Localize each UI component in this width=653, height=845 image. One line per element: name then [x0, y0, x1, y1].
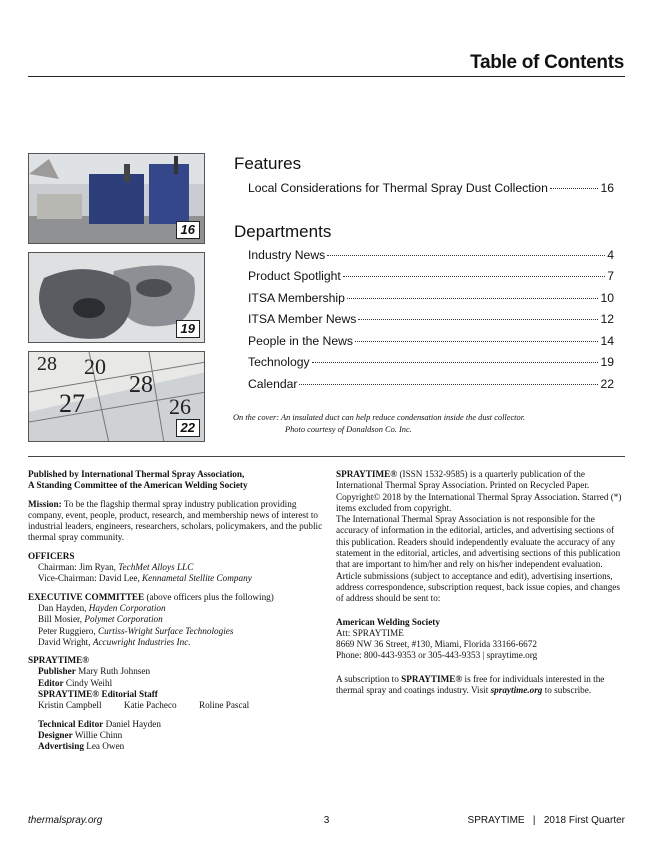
staff-member: Roline Pascal [198, 700, 250, 711]
toc-item-title: ITSA Member News [248, 312, 357, 326]
issn-label: SPRAYTIME® [336, 469, 398, 479]
mission-statement [28, 499, 328, 544]
toc-item-title: ITSA Membership [248, 291, 345, 305]
dot-leader [355, 341, 598, 342]
thumbnail-page-number: 22 [176, 419, 200, 437]
departments-heading: Departments [234, 222, 332, 241]
publisher-line: Published by International Thermal Spray Association, [28, 469, 245, 479]
sub-label: SPRAYTIME® [401, 673, 463, 684]
svg-text:28: 28 [129, 372, 153, 398]
toc-item-title: Industry News [248, 248, 326, 262]
org-name: American Welding Society [336, 616, 440, 627]
editorial-staff-list [28, 700, 328, 711]
svg-text:27: 27 [59, 389, 85, 418]
publication-info [336, 469, 626, 703]
thumbnail-calendar-pages[interactable] [28, 351, 205, 442]
exec-member-name: Bill Mosier, [38, 614, 85, 625]
street-address: 8669 NW 36 Street, #130, Miami, Florida 33166-6672 [336, 639, 537, 650]
issn-text: (ISSN 1532-9585) is a quarterly publication of the International Thermal Spray Association. Printed on Recycled Paper. Copyright© 2018 by the International Thermal Spray Association. Starred (*) items excluded from copyright. [336, 469, 622, 513]
toc-item-calendar[interactable] [248, 376, 614, 392]
dot-leader [299, 384, 598, 385]
subscription-note [336, 674, 626, 697]
advertising-credit [28, 741, 328, 752]
editor-credit [28, 678, 328, 689]
exec-member-name: Dan Hayden, [38, 602, 89, 613]
toc-item-features[interactable] [248, 180, 614, 196]
toc-item-page: 19 [600, 355, 614, 369]
exec-member-company: Accuwright Industries Inc. [92, 636, 191, 647]
toc-item-title: People in the News [248, 334, 354, 348]
disclaimer: The International Thermal Spray Association is not responsible for the accuracy of information in the editorial, articles, and advertising sections of this publication. Readers should independently evaluate the accuracy of any statement in the editorial, articles, and advertising sections of this publication that are important to him/her and rely on his/her independent evaluation. [336, 514, 621, 570]
exec-member [28, 637, 328, 648]
thumbnail-page-number: 19 [176, 320, 200, 338]
toc-item-title: Calendar [248, 377, 298, 391]
chairman-name: Chairman: Jim Ryan, [38, 562, 119, 573]
role-label: Technical Editor [38, 718, 104, 729]
staff-member: Kristin Campbell [38, 700, 102, 711]
publisher-info [28, 469, 328, 492]
role-label: Advertising [38, 741, 84, 752]
cover-caption [233, 412, 525, 435]
middle-rule [28, 456, 625, 457]
officers [28, 551, 328, 585]
editorial-staff-label [28, 689, 328, 700]
page-footer [28, 815, 625, 826]
svg-text:28: 28 [37, 353, 57, 375]
spraytime-link[interactable]: spraytime.org [490, 685, 543, 696]
toc-item-page: 12 [600, 312, 614, 326]
toc-item-page: 22 [600, 377, 614, 391]
exec-label: EXECUTIVE COMMITTEE [28, 591, 145, 602]
publisher-line: A Standing Committee of the American Welding Society [28, 480, 248, 491]
role-name: Lea Owen [83, 741, 125, 752]
mailing-address [336, 617, 626, 662]
exec-member [28, 626, 328, 637]
executive-committee [28, 592, 328, 648]
thumbnail-page-number: 16 [176, 221, 200, 239]
designer-credit [28, 730, 328, 741]
toc-item-itsa-member-news[interactable] [248, 311, 614, 327]
exec-member-name: Peter Ruggiero, [38, 625, 98, 636]
toc-item-title: Technology [248, 355, 310, 369]
exec-member-company: Hayden Corporation [88, 602, 166, 613]
toc-item-page: 7 [607, 269, 614, 283]
masthead [28, 469, 328, 760]
cover-caption-text: On the cover: An insulated duct can help reduce condensation inside the dust collector. [233, 413, 526, 422]
page-title: Table of Contents [470, 52, 624, 73]
toc-item-page: 16 [600, 181, 614, 195]
vice-chairman [28, 573, 328, 584]
staff-label: SPRAYTIME® Editorial Staff [38, 689, 158, 700]
issn-statement [336, 469, 626, 514]
toc-item-product-spotlight[interactable] [248, 268, 614, 284]
phone-line: Phone: 800-443-9353 or 305-443-9353 | spraytime.org [336, 650, 538, 661]
thumbnail-dust-collector[interactable] [28, 153, 205, 244]
exec-note: (above officers plus the following) [144, 591, 274, 602]
chairman [28, 562, 328, 573]
role-name: Daniel Hayden [103, 718, 161, 729]
dot-leader [312, 362, 599, 363]
toc-item-people-in-the-news[interactable] [248, 333, 614, 349]
role-name: Mary Ruth Johnsen [75, 666, 151, 677]
features-heading: Features [234, 154, 302, 173]
role-label: Designer [38, 729, 73, 740]
toc-item-industry-news[interactable] [248, 247, 614, 263]
svg-text:20: 20 [84, 354, 106, 379]
spraytime-staff [28, 655, 328, 752]
role-label: Editor [38, 677, 64, 688]
toc-item-page: 4 [607, 248, 614, 262]
top-rule [28, 76, 625, 77]
officers-label: OFFICERS [28, 550, 75, 561]
exec-member-name: David Wright, [38, 636, 93, 647]
photo-credit: Photo courtesy of Donaldson Co. Inc. [285, 424, 412, 434]
exec-member [28, 614, 328, 625]
toc-item-technology[interactable] [248, 354, 614, 370]
exec-member [28, 603, 328, 614]
mission-label: Mission: [28, 498, 62, 509]
footer-website[interactable]: thermalspray.org [28, 815, 103, 826]
toc-item-title: Local Considerations for Thermal Spray Dust Collection [248, 181, 548, 195]
toc-item-page: 10 [600, 291, 614, 305]
toc-item-itsa-membership[interactable] [248, 290, 614, 306]
tech-editor-credit [28, 719, 328, 730]
sub-text: is free for individuals interested in the thermal spray and coatings industry. Visit [336, 673, 605, 696]
sub-text: A subscription to [336, 673, 402, 684]
sub-text: to subscribe. [542, 685, 592, 696]
mission-text: To be the flagship thermal spray industry publication providing company, event, people, product, research, and membership news of interest to industrial leaders, engineers, researchers, scholars, policymakers, and the public thermal spray community. [28, 498, 323, 543]
role-label: Publisher [38, 666, 76, 677]
vice-chairman-company: Kennametal Stellite Company [142, 573, 252, 584]
publisher-credit [28, 666, 328, 677]
dot-leader [343, 276, 605, 277]
dot-leader [358, 319, 598, 320]
toc-item-title: Product Spotlight [248, 269, 341, 283]
submissions-note: Article submissions (subject to acceptance and edit), advertising insertions, address correspondence, subscription request, back issue copies, and changes of address should be sent to: [336, 570, 620, 604]
thumbnail-carbide-inserts[interactable] [28, 252, 205, 343]
role-name: Cindy Weihl [63, 677, 113, 688]
exec-member-company: Curtiss-Wright Surface Technologies [97, 625, 234, 636]
vice-chairman-name: Vice-Chairman: David Lee, [38, 573, 143, 584]
footer-issue: SPRAYTIME | 2018 First Quarter [467, 815, 625, 826]
dot-leader [327, 255, 605, 256]
attn-line: Att: SPRAYTIME [336, 627, 404, 638]
footer-page-number: 3 [323, 815, 330, 826]
svg-text:26: 26 [169, 394, 191, 419]
chairman-company: TechMet Alloys LLC [118, 562, 194, 573]
role-name: Willie Chinn [72, 729, 123, 740]
toc-item-page: 14 [600, 334, 614, 348]
exec-member-company: Polymet Corporation [84, 614, 163, 625]
dot-leader [550, 188, 599, 189]
dot-leader [347, 298, 599, 299]
spraytime-label: SPRAYTIME® [28, 655, 90, 666]
staff-member: Katie Pacheco [123, 700, 177, 711]
